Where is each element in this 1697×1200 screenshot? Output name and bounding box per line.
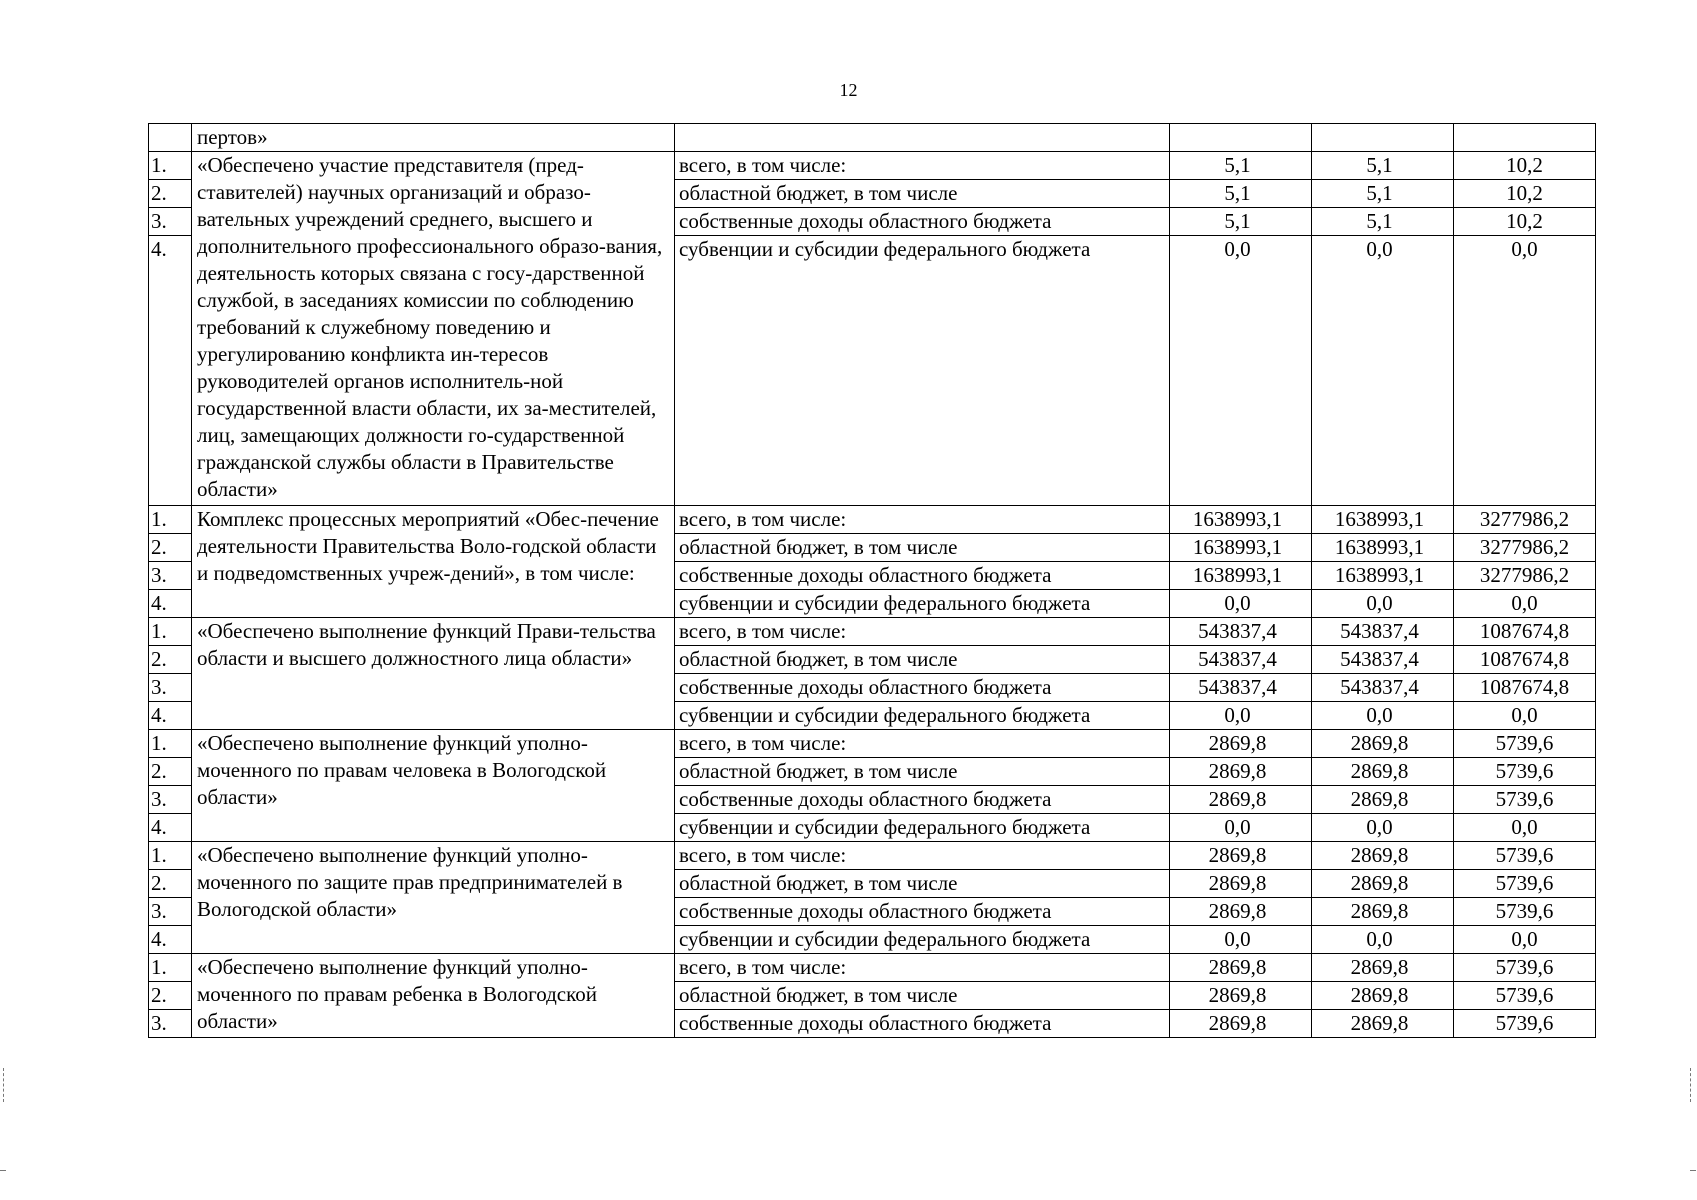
row-number: 3. (149, 898, 192, 926)
funding-source: субвенции и субсидии федерального бюджета (675, 590, 1170, 618)
value-year-2 (1312, 124, 1454, 152)
row-number: 3. (149, 1010, 192, 1038)
row-number: 2. (149, 870, 192, 898)
row-number: 4. (149, 236, 192, 506)
value-total: 0,0 (1454, 590, 1596, 618)
group-title: «Обеспечено участие представителя (пред-ставителей) научных организаций и образо-вательных учреждений среднего, высшего и дополнительного профессионального образо-вания, деятельность которых связана с госу-дарственной службой, в заседаниях комиссии по соблюдению требований к служебному поведению и урегулированию конфликта ин-тересов руководителей органов исполнитель-ной государственной власти области, их за-местителей, лиц, замещающих должности го-сударственной гражданской службы области в Правительстве области» (192, 152, 675, 506)
funding-source: областной бюджет, в том числе (675, 870, 1170, 898)
value-year-1: 2869,8 (1170, 786, 1312, 814)
table-row (149, 842, 1596, 870)
value-year-2: 0,0 (1312, 590, 1454, 618)
funding-source: собственные доходы областного бюджета (675, 898, 1170, 926)
value-year-1 (1170, 124, 1312, 152)
row-number: 4. (149, 926, 192, 954)
value-year-1: 2869,8 (1170, 982, 1312, 1010)
value-year-1: 2869,8 (1170, 870, 1312, 898)
value-year-1: 1638993,1 (1170, 534, 1312, 562)
row-number: 3. (149, 674, 192, 702)
value-year-2: 2869,8 (1312, 982, 1454, 1010)
value-year-2: 1638993,1 (1312, 534, 1454, 562)
funding-source: собственные доходы областного бюджета (675, 1010, 1170, 1038)
table-row (149, 152, 1596, 180)
value-year-1: 0,0 (1170, 236, 1312, 506)
value-year-2: 2869,8 (1312, 842, 1454, 870)
funding-source: областной бюджет, в том числе (675, 758, 1170, 786)
value-year-1: 1638993,1 (1170, 506, 1312, 534)
row-number: 2. (149, 534, 192, 562)
value-year-2: 543837,4 (1312, 674, 1454, 702)
value-year-1: 0,0 (1170, 702, 1312, 730)
row-number: 3. (149, 208, 192, 236)
budget-table (148, 123, 1596, 1038)
scan-tick-left (0, 1170, 6, 1171)
value-total: 5739,6 (1454, 786, 1596, 814)
value-year-2: 543837,4 (1312, 646, 1454, 674)
value-year-1: 0,0 (1170, 814, 1312, 842)
value-year-1: 0,0 (1170, 590, 1312, 618)
page-number: 12 (839, 80, 858, 100)
row-number: 2. (149, 982, 192, 1010)
funding-source: собственные доходы областного бюджета (675, 562, 1170, 590)
value-year-1: 543837,4 (1170, 674, 1312, 702)
value-year-2: 5,1 (1312, 180, 1454, 208)
funding-source: всего, в том числе: (675, 506, 1170, 534)
row-number: 1. (149, 506, 192, 534)
funding-source: всего, в том числе: (675, 730, 1170, 758)
row-number: 3. (149, 786, 192, 814)
value-year-2: 0,0 (1312, 236, 1454, 506)
funding-source: всего, в том числе: (675, 842, 1170, 870)
value-year-1: 5,1 (1170, 180, 1312, 208)
value-year-2: 1638993,1 (1312, 506, 1454, 534)
value-total: 3277986,2 (1454, 506, 1596, 534)
row-number: 1. (149, 618, 192, 646)
table-row (149, 730, 1596, 758)
funding-source: собственные доходы областного бюджета (675, 786, 1170, 814)
group-title: «Обеспечено выполнение функций уполно-моченного по правам ребенка в Вологодской области» (192, 954, 675, 1038)
row-number: 1. (149, 842, 192, 870)
funding-source: всего, в том числе: (675, 152, 1170, 180)
value-total: 10,2 (1454, 208, 1596, 236)
value-year-2: 2869,8 (1312, 758, 1454, 786)
value-year-1: 543837,4 (1170, 618, 1312, 646)
value-total: 5739,6 (1454, 982, 1596, 1010)
table-row (149, 124, 1596, 152)
group-title: «Обеспечено выполнение функций уполно-моченного по правам человека в Вологодской области» (192, 730, 675, 842)
funding-source: субвенции и субсидии федерального бюджета (675, 814, 1170, 842)
value-total: 1087674,8 (1454, 674, 1596, 702)
funding-source: субвенции и субсидии федерального бюджета (675, 702, 1170, 730)
value-year-2: 5,1 (1312, 152, 1454, 180)
value-year-1: 5,1 (1170, 208, 1312, 236)
funding-source: всего, в том числе: (675, 618, 1170, 646)
row-number: 1. (149, 152, 192, 180)
value-year-1: 543837,4 (1170, 646, 1312, 674)
value-year-2: 5,1 (1312, 208, 1454, 236)
value-year-2: 2869,8 (1312, 1010, 1454, 1038)
group-title: «Обеспечено выполнение функций Прави-тельства области и высшего должностного лица области» (192, 618, 675, 730)
funding-source: областной бюджет, в том числе (675, 646, 1170, 674)
funding-source: областной бюджет, в том числе (675, 180, 1170, 208)
row-number: 2. (149, 758, 192, 786)
value-year-1: 2869,8 (1170, 842, 1312, 870)
row-number: 1. (149, 730, 192, 758)
value-year-2: 2869,8 (1312, 954, 1454, 982)
value-year-1: 5,1 (1170, 152, 1312, 180)
row-number: 1. (149, 954, 192, 982)
value-total: 5739,6 (1454, 870, 1596, 898)
group-title: Комплекс процессных мероприятий «Обес-печение деятельности Правительства Воло-годской области и подведомственных учреж-дений», в том числе: (192, 506, 675, 618)
value-year-2: 2869,8 (1312, 870, 1454, 898)
value-total: 5739,6 (1454, 758, 1596, 786)
value-total: 5739,6 (1454, 1010, 1596, 1038)
funding-source: собственные доходы областного бюджета (675, 674, 1170, 702)
value-total: 1087674,8 (1454, 646, 1596, 674)
scan-edge-mark-left (3, 1068, 6, 1102)
value-total: 0,0 (1454, 702, 1596, 730)
value-year-2: 0,0 (1312, 702, 1454, 730)
value-year-1: 2869,8 (1170, 758, 1312, 786)
group-title: пертов» (192, 124, 675, 152)
scan-tick-right (1690, 1170, 1696, 1171)
value-total: 5739,6 (1454, 730, 1596, 758)
value-year-1: 2869,8 (1170, 1010, 1312, 1038)
value-total: 0,0 (1454, 926, 1596, 954)
value-year-2: 0,0 (1312, 926, 1454, 954)
row-number: 4. (149, 814, 192, 842)
funding-source (675, 124, 1170, 152)
value-total: 5739,6 (1454, 842, 1596, 870)
funding-source: субвенции и субсидии федерального бюджета (675, 236, 1170, 506)
value-year-2: 1638993,1 (1312, 562, 1454, 590)
funding-source: областной бюджет, в том числе (675, 534, 1170, 562)
value-total: 10,2 (1454, 180, 1596, 208)
value-year-1: 1638993,1 (1170, 562, 1312, 590)
value-year-2: 543837,4 (1312, 618, 1454, 646)
row-number (149, 124, 192, 152)
value-total: 0,0 (1454, 236, 1596, 506)
value-year-2: 2869,8 (1312, 898, 1454, 926)
table-row (149, 954, 1596, 982)
value-total: 5739,6 (1454, 954, 1596, 982)
value-year-1: 2869,8 (1170, 898, 1312, 926)
funding-source: всего, в том числе: (675, 954, 1170, 982)
value-total: 3277986,2 (1454, 562, 1596, 590)
value-total: 0,0 (1454, 814, 1596, 842)
row-number: 3. (149, 562, 192, 590)
value-year-2: 0,0 (1312, 814, 1454, 842)
table-row (149, 506, 1596, 534)
row-number: 2. (149, 180, 192, 208)
funding-source: областной бюджет, в том числе (675, 982, 1170, 1010)
value-total: 5739,6 (1454, 898, 1596, 926)
value-year-1: 2869,8 (1170, 954, 1312, 982)
scan-edge-mark-right (1690, 1068, 1693, 1102)
funding-source: собственные доходы областного бюджета (675, 208, 1170, 236)
row-number: 2. (149, 646, 192, 674)
value-year-2: 2869,8 (1312, 786, 1454, 814)
value-total: 10,2 (1454, 152, 1596, 180)
table-row (149, 618, 1596, 646)
group-title: «Обеспечено выполнение функций уполно-моченного по защите прав предпринимателей в Вологодской области» (192, 842, 675, 954)
value-total: 1087674,8 (1454, 618, 1596, 646)
value-year-2: 2869,8 (1312, 730, 1454, 758)
row-number: 4. (149, 590, 192, 618)
value-year-1: 2869,8 (1170, 730, 1312, 758)
value-year-1: 0,0 (1170, 926, 1312, 954)
funding-source: субвенции и субсидии федерального бюджета (675, 926, 1170, 954)
value-total (1454, 124, 1596, 152)
row-number: 4. (149, 702, 192, 730)
value-total: 3277986,2 (1454, 534, 1596, 562)
